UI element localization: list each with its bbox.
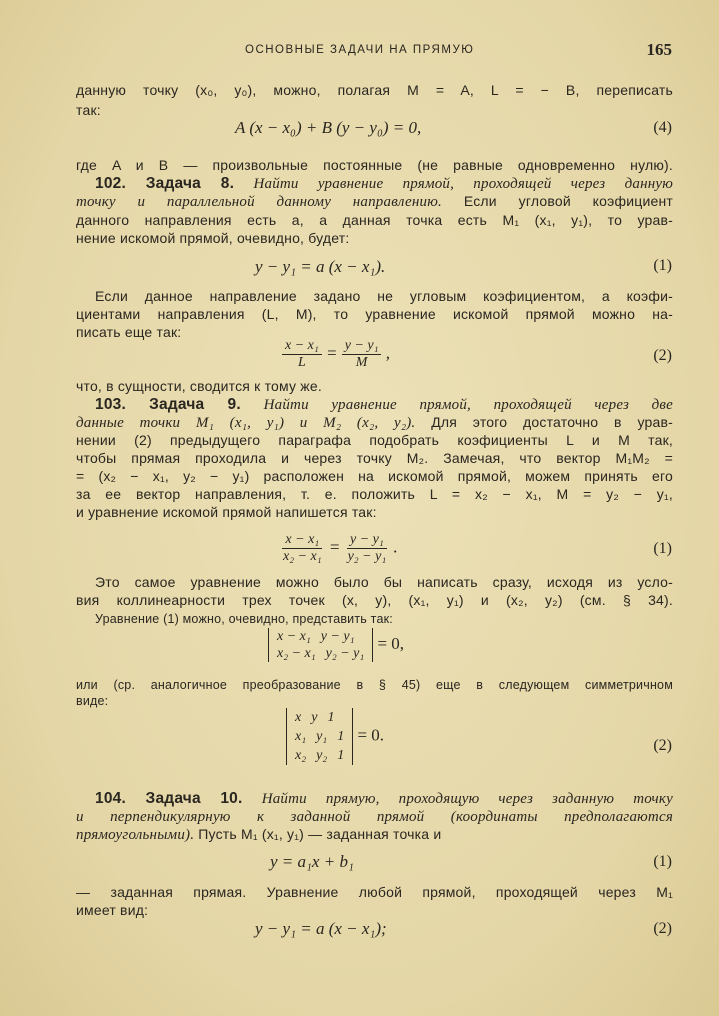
det-cell: y − y₁ xyxy=(320,629,355,644)
det-cell: x₂ − x₁ xyxy=(277,646,316,661)
text-line: = (x₂ − x₁, y₂ − y₁) расположен на искомой прямой, можем принять его xyxy=(76,468,673,484)
section-104-heading xyxy=(95,789,673,808)
text-line: чтобы прямая проходила и через точку M₂. Замечая, что вектор M₁M₂ = xyxy=(76,450,673,466)
equation-number: (2) xyxy=(653,347,672,364)
det-cell: x₂ xyxy=(295,748,307,763)
det-rhs: = 0, xyxy=(377,633,405,653)
equation-2: $\frac{\text{x − x₁}}{L}$ = $\frac{\text{y − y₁}}{M}$ , xyxy=(282,338,390,371)
text-line: где A и B — произвольные постоянные (не равные одновременно нулю). xyxy=(76,157,673,173)
det-cell: y₁ xyxy=(316,729,328,744)
text-line: писать еще так: xyxy=(76,324,182,340)
denominator: L xyxy=(297,355,306,370)
text-line xyxy=(76,192,673,211)
text-line: так: xyxy=(76,102,101,118)
text-line: — заданная прямая. Уравнение любой прямой, проходящей через M₁ xyxy=(76,884,673,900)
denominator: y₂ − y₁ xyxy=(347,549,387,564)
equation-1: y = a₁x + b₁ xyxy=(270,852,354,871)
problem-statement: Найти прямую, проходящую через заданную точку xyxy=(261,791,673,807)
text-line: вия коллинеарности трех точек (x, y), (x₁, y₁) и (x₂, y₂) (см. § 34). xyxy=(76,592,673,608)
section-102-heading xyxy=(95,174,673,193)
section-number: 102. Задача 8. xyxy=(95,175,235,192)
text-line: данную точку (x₀, y₀), можно, полагая M = A, L = − B, переписать xyxy=(76,82,673,98)
text: Пусть M₁ (x₁, y₁) — заданная точка и xyxy=(198,826,442,842)
det-cell: y xyxy=(311,710,318,725)
text-line: что, в сущности, сводится к тому же. xyxy=(76,378,322,394)
text-line: Это самое уравнение можно было бы написать сразу, исходя из усло- xyxy=(95,574,673,590)
section-number: 103. Задача 9. xyxy=(95,396,241,413)
running-header: ОСНОВНЫЕ ЗАДАЧИ НА ПРЯМУЮ xyxy=(245,44,475,56)
equation-number: (1) xyxy=(653,853,672,870)
text-line: имеет вид: xyxy=(76,902,149,918)
text-line xyxy=(76,413,673,432)
text-line: нении (2) предыдущего параграфа подобрать коэфициенты L и M так, xyxy=(76,432,673,448)
equation-number: (1) xyxy=(653,257,672,274)
text: Для этого достаточно в урав- xyxy=(431,414,673,430)
section-number: 104. Задача 10. xyxy=(95,790,243,807)
equation-number: (2) xyxy=(653,737,672,754)
numerator: x − x₁ xyxy=(282,532,322,549)
equation-2: y − y₁ = a (x − x₁); xyxy=(255,919,387,938)
page-number: 165 xyxy=(646,40,672,59)
text: Если угловой коэфициент xyxy=(463,193,674,209)
text-line xyxy=(76,825,673,844)
det-cell: x xyxy=(295,710,302,725)
problem-statement: Найти уравнение прямой, проходящей через данную xyxy=(253,176,673,192)
determinant-2x2 xyxy=(268,628,404,662)
text-line: нение искомой прямой, очевидно, будет: xyxy=(76,230,350,246)
equation-number: (4) xyxy=(653,119,672,136)
det-cell: y₂ xyxy=(316,748,328,763)
det-cell: 1 xyxy=(337,748,345,763)
det-cell: 1 xyxy=(327,710,335,725)
det-cell: x₁ xyxy=(295,729,307,744)
text-line: Если данное направление задано не угловым коэфициентом, а коэфи- xyxy=(95,288,673,304)
text-line: за ее вектор направления, т. е. положить L = x₂ − x₁, M = y₂ − y₁, xyxy=(76,486,673,502)
text-line: или (ср. аналогичное преобразование в § 45) еще в следующем симметричном xyxy=(76,678,673,692)
text-line: данного направления есть a, а данная точка есть M₁ (x₁, y₁), то урав- xyxy=(76,212,673,228)
determinant-3x3 xyxy=(286,708,384,765)
problem-statement: прямоугольными). xyxy=(76,827,195,843)
det-rhs: = 0. xyxy=(357,725,385,745)
problem-statement: точку и параллельной данному направлению. xyxy=(76,194,442,210)
equation-number: (2) xyxy=(653,920,672,937)
text-line xyxy=(76,807,673,826)
numerator: x − x₁ xyxy=(282,338,322,355)
det-cell: y₂ − y₁ xyxy=(325,646,365,661)
equation-4: A (x − x₀) + B (y − y₀) = 0, xyxy=(235,118,422,137)
denominator: M xyxy=(355,355,368,370)
equation-1: $\frac{\text{x − x₁}}{\text{x₂ − x₁}}$ = $\frac{\text{y − y₁}}{\text{y₂ − y₁}}$ . xyxy=(280,532,398,565)
equation-1: y − y₁ = a (x − x₁). xyxy=(255,257,386,276)
text-line: Уравнение (1) можно, очевидно, представить так: xyxy=(95,612,393,626)
numerator: y − y₁ xyxy=(342,338,382,355)
section-103-heading xyxy=(95,395,673,414)
equation-number: (1) xyxy=(653,540,672,557)
problem-statement: и перпендикулярную к заданной прямой (координаты предполагаются xyxy=(76,809,673,825)
problem-statement: данные точки M₁ (x₁, y₁) и M₂ (x₂, y₂). xyxy=(76,415,416,431)
problem-statement: Найти уравнение прямой, проходящей через две xyxy=(263,397,674,413)
det-cell: 1 xyxy=(337,729,345,744)
text-line: виде: xyxy=(76,694,109,708)
det-cell: x − x₁ xyxy=(277,629,311,644)
numerator: y − y₁ xyxy=(347,532,387,549)
text-line: и уравнение искомой прямой напишется так: xyxy=(76,504,377,520)
denominator: x₂ − x₁ xyxy=(283,549,322,564)
text-line: циентами направления (L, M), то уравнение искомой прямой можно на- xyxy=(76,306,673,322)
